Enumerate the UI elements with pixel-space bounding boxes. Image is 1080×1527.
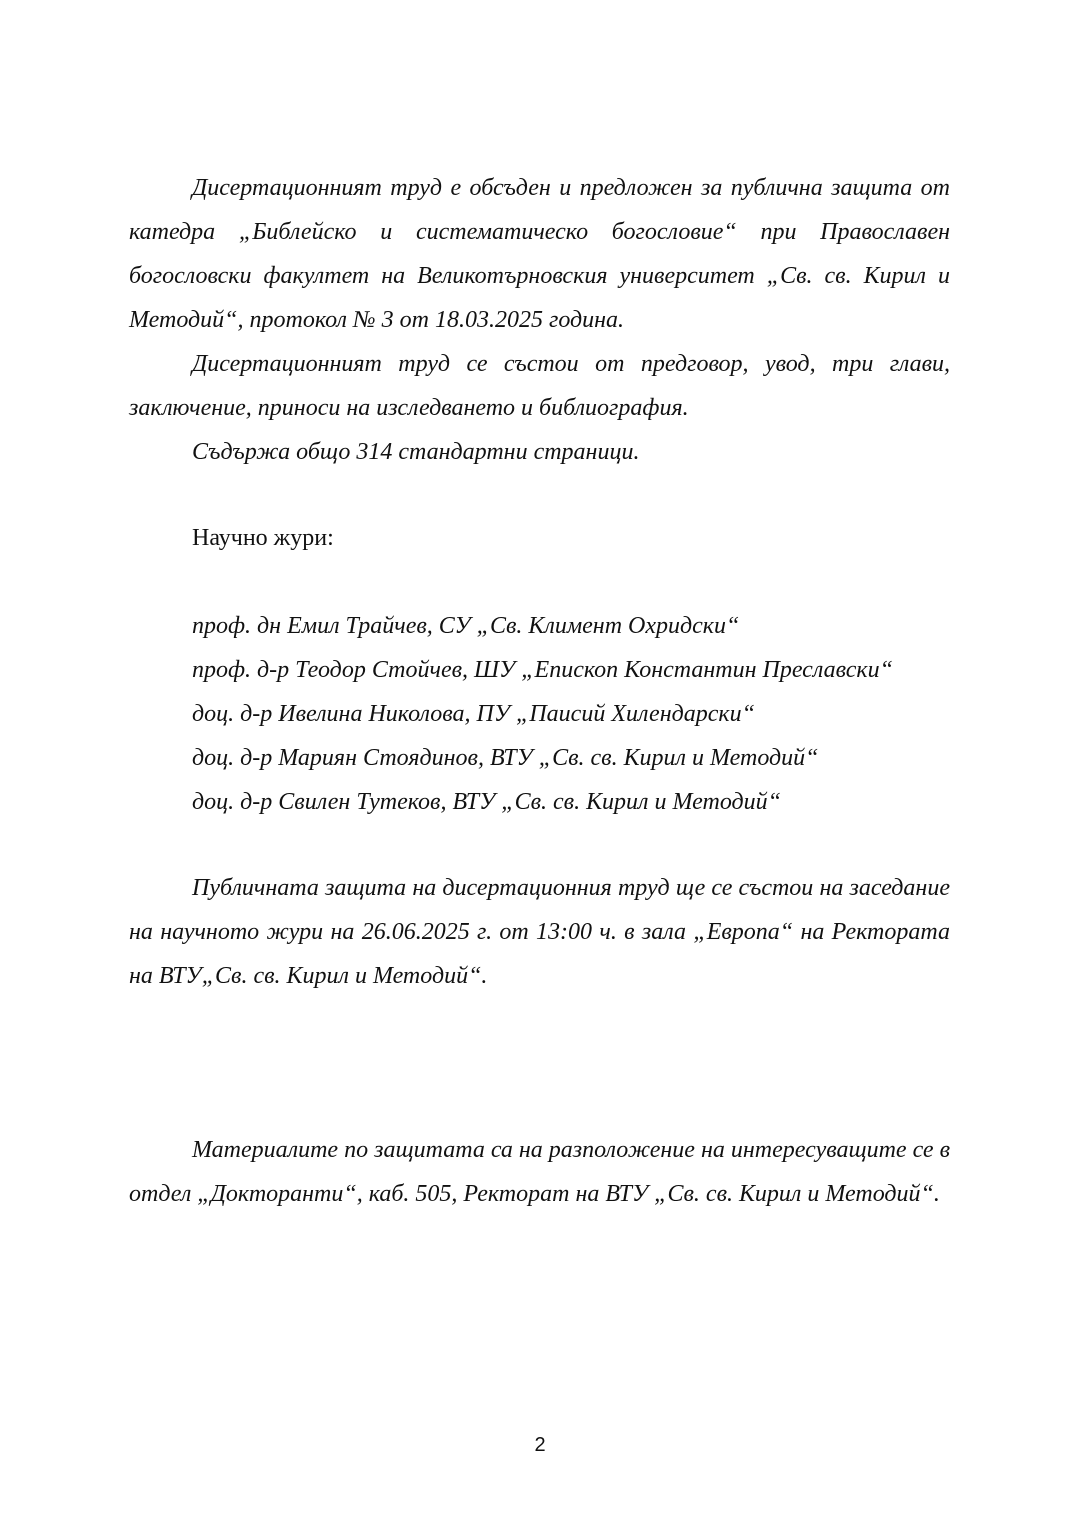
jury-member: доц. д-р Мариян Стоядинов, ВТУ „Св. св. Кирил и Методий“ bbox=[192, 745, 819, 771]
materials-paragraph: Материалите по защитата са на разположение на интересуващите се в отдел „Докторанти“, каб. 505, Ректорат на ВТУ „Св. св. Кирил и Методий“. bbox=[129, 1137, 950, 1207]
jury-member: проф. дн Емил Трайчев, СУ „Св. Климент Охридски“ bbox=[192, 613, 740, 639]
jury-member: проф. д-р Теодор Стойчев, ШУ „Епископ Константин Преславски“ bbox=[192, 657, 893, 683]
materials-section bbox=[129, 1128, 950, 1216]
jury-list bbox=[192, 604, 972, 824]
jury-member: доц. д-р Ивелина Николова, ПУ „Паисий Хилендарски“ bbox=[192, 701, 755, 727]
intro-section bbox=[129, 166, 950, 474]
jury-member: доц. д-р Свилен Тутеков, ВТУ „Св. св. Кирил и Методий“ bbox=[192, 789, 781, 815]
jury-heading: Научно жури: bbox=[192, 525, 334, 551]
page-number: 2 bbox=[534, 1434, 546, 1456]
defense-section bbox=[129, 866, 950, 998]
page-count-paragraph: Съдържа общо 314 стандартни страници. bbox=[192, 439, 640, 465]
structure-paragraph: Дисертационният труд се състои от предговор, увод, три глави, заключение, приноси на изследването и библиография. bbox=[129, 351, 950, 421]
defense-paragraph: Публичната защита на дисертационния труд ще се състои на заседание на научното жури на 26.06.2025 г. от 13:00 ч. в зала „Европа“ на Ректората на ВТУ„Св. св. Кирил и Методий“. bbox=[129, 875, 950, 989]
approval-paragraph: Дисертационният труд е обсъден и предложен за публична защита от катедра „Библейско и систематическо богословие“ при Православен богословски факултет на Великотърновския университет „Св. св. Кирил и Методий“, протокол № 3 от 18.03.2025 година. bbox=[129, 175, 950, 333]
